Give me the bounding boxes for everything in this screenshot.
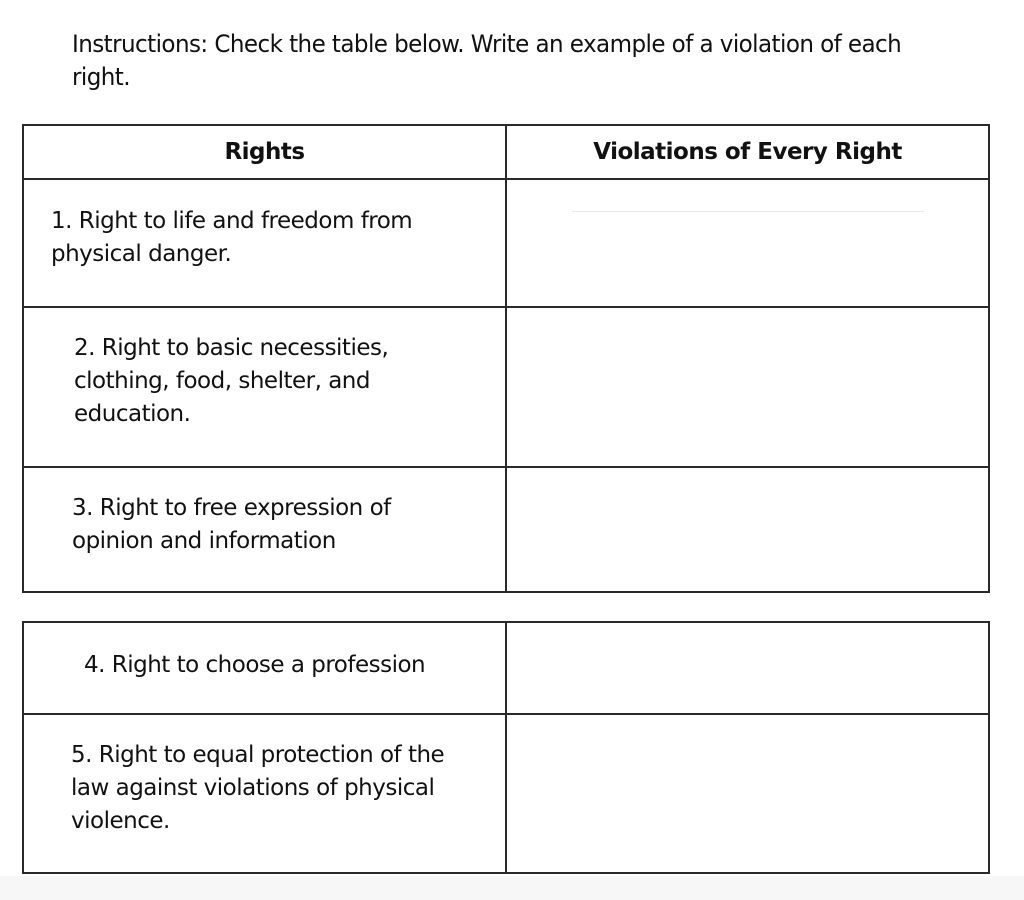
right-cell bbox=[23, 179, 506, 307]
page-bottom-edge bbox=[0, 876, 1024, 900]
right-text: 4. Right to choose a profession bbox=[84, 651, 426, 678]
right-text: 3. Right to free expression of opinion and information bbox=[72, 494, 391, 554]
violation-cell[interactable] bbox=[506, 714, 989, 873]
violation-cell[interactable] bbox=[506, 467, 989, 592]
violation-cell[interactable] bbox=[506, 179, 989, 307]
right-cell bbox=[23, 714, 506, 873]
right-text: 5. Right to equal protection of the law against violations of physical violence. bbox=[71, 742, 445, 834]
right-cell bbox=[23, 307, 506, 467]
table-row bbox=[23, 622, 989, 714]
answer-line bbox=[572, 211, 924, 212]
table-header-row bbox=[23, 125, 989, 179]
instructions-text: Instructions: Check the table below. Write an example of a violation of each right. bbox=[72, 30, 902, 91]
right-text: 1. Right to life and freedom from physical danger. bbox=[51, 208, 413, 267]
table-row bbox=[23, 714, 989, 873]
table-row bbox=[23, 179, 989, 307]
right-cell bbox=[23, 467, 506, 592]
header-rights: Rights bbox=[23, 125, 506, 179]
header-violations: Violations of Every Right bbox=[506, 125, 989, 179]
violation-cell[interactable] bbox=[506, 622, 989, 714]
table-row bbox=[23, 307, 989, 467]
table-row bbox=[23, 467, 989, 592]
right-text: 2. Right to basic necessities, clothing, food, shelter, and education. bbox=[74, 334, 389, 427]
rights-table-part-2 bbox=[22, 621, 990, 874]
rights-table-part-1 bbox=[22, 124, 990, 593]
right-cell bbox=[23, 622, 506, 714]
violation-cell[interactable] bbox=[506, 307, 989, 467]
